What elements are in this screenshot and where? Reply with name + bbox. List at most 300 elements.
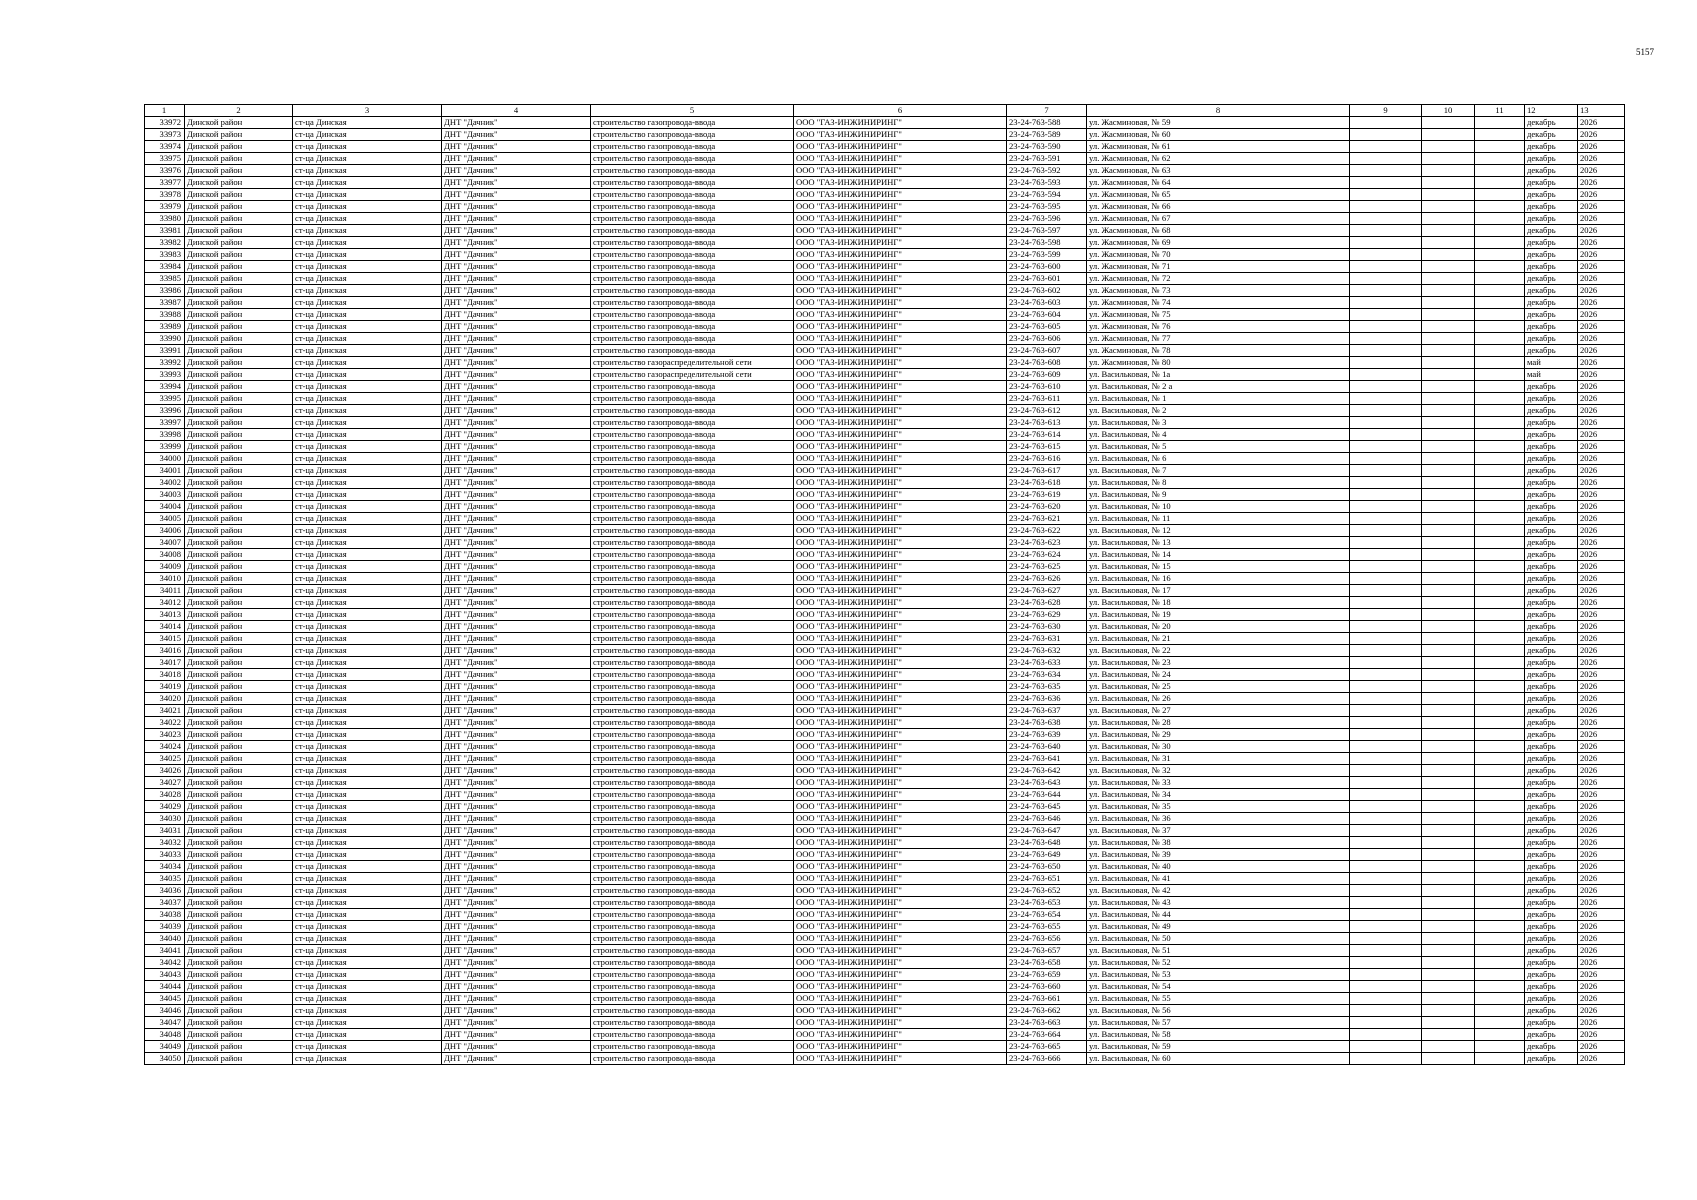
cell-year: 2026 xyxy=(1578,993,1625,1005)
cell-address: ул. Васильковая, № 50 xyxy=(1087,933,1350,945)
cell-number: 34020 xyxy=(145,693,185,705)
table-row xyxy=(145,237,1625,249)
cell-contractor: ООО "ГАЗ-ИНЖИНИРИНГ" xyxy=(794,657,1007,669)
cell-settlement: ст-ца Динская xyxy=(293,969,442,981)
cell-object-code: 23-24-763-617 xyxy=(1007,465,1087,477)
cell-year: 2026 xyxy=(1578,357,1625,369)
cell-district: Динской район xyxy=(185,633,293,645)
cell-settlement: ст-ца Динская xyxy=(293,309,442,321)
cell-object-code: 23-24-763-598 xyxy=(1007,237,1087,249)
cell-number: 34019 xyxy=(145,681,185,693)
cell-address: ул. Васильковая, № 32 xyxy=(1087,765,1350,777)
table-row xyxy=(145,765,1625,777)
cell-partnership: ДНТ "Дачник" xyxy=(442,357,591,369)
cell-col-10 xyxy=(1422,861,1475,873)
cell-month: декабрь xyxy=(1525,453,1578,465)
cell-object-code: 23-24-763-634 xyxy=(1007,669,1087,681)
cell-district: Динской район xyxy=(185,141,293,153)
cell-work-type: строительство газопровода-ввода xyxy=(591,213,794,225)
table-row xyxy=(145,897,1625,909)
cell-district: Динской район xyxy=(185,237,293,249)
cell-partnership: ДНТ "Дачник" xyxy=(442,249,591,261)
table-row xyxy=(145,513,1625,525)
cell-object-code: 23-24-763-616 xyxy=(1007,453,1087,465)
cell-contractor: ООО "ГАЗ-ИНЖИНИРИНГ" xyxy=(794,729,1007,741)
cell-object-code: 23-24-763-627 xyxy=(1007,585,1087,597)
cell-address: ул. Васильковая, № 49 xyxy=(1087,921,1350,933)
cell-district: Динской район xyxy=(185,921,293,933)
cell-settlement: ст-ца Динская xyxy=(293,717,442,729)
cell-work-type: строительство газопровода-ввода xyxy=(591,273,794,285)
table-row xyxy=(145,381,1625,393)
cell-work-type: строительство газопровода-ввода xyxy=(591,429,794,441)
cell-year: 2026 xyxy=(1578,873,1625,885)
cell-address: ул. Жасминовая, № 71 xyxy=(1087,261,1350,273)
cell-district: Динской район xyxy=(185,897,293,909)
cell-col-10 xyxy=(1422,693,1475,705)
cell-work-type: строительство газопровода-ввода xyxy=(591,753,794,765)
cell-month: декабрь xyxy=(1525,873,1578,885)
cell-object-code: 23-24-763-611 xyxy=(1007,393,1087,405)
cell-settlement: ст-ца Динская xyxy=(293,429,442,441)
cell-object-code: 23-24-763-624 xyxy=(1007,549,1087,561)
cell-object-code: 23-24-763-619 xyxy=(1007,489,1087,501)
cell-year: 2026 xyxy=(1578,729,1625,741)
cell-month: декабрь xyxy=(1525,309,1578,321)
cell-work-type: строительство газопровода-ввода xyxy=(591,921,794,933)
cell-address: ул. Васильковая, № 35 xyxy=(1087,801,1350,813)
cell-address: ул. Васильковая, № 29 xyxy=(1087,729,1350,741)
cell-month: декабрь xyxy=(1525,801,1578,813)
cell-contractor: ООО "ГАЗ-ИНЖИНИРИНГ" xyxy=(794,873,1007,885)
table-row xyxy=(145,429,1625,441)
cell-month: декабрь xyxy=(1525,849,1578,861)
cell-district: Динской район xyxy=(185,957,293,969)
cell-col-10 xyxy=(1422,357,1475,369)
cell-partnership: ДНТ "Дачник" xyxy=(442,621,591,633)
cell-settlement: ст-ца Динская xyxy=(293,453,442,465)
cell-col-10 xyxy=(1422,609,1475,621)
cell-object-code: 23-24-763-590 xyxy=(1007,141,1087,153)
cell-year: 2026 xyxy=(1578,405,1625,417)
cell-work-type: строительство газопровода-ввода xyxy=(591,513,794,525)
cell-col-11 xyxy=(1475,621,1525,633)
cell-object-code: 23-24-763-641 xyxy=(1007,753,1087,765)
cell-object-code: 23-24-763-591 xyxy=(1007,153,1087,165)
cell-year: 2026 xyxy=(1578,129,1625,141)
cell-month: декабрь xyxy=(1525,501,1578,513)
cell-district: Динской район xyxy=(185,669,293,681)
cell-district: Динской район xyxy=(185,249,293,261)
column-header-11: 11 xyxy=(1475,105,1525,117)
cell-partnership: ДНТ "Дачник" xyxy=(442,309,591,321)
cell-address: ул. Васильковая, № 34 xyxy=(1087,789,1350,801)
cell-col-11 xyxy=(1475,837,1525,849)
cell-number: 34039 xyxy=(145,921,185,933)
cell-partnership: ДНТ "Дачник" xyxy=(442,861,591,873)
cell-month: декабрь xyxy=(1525,633,1578,645)
cell-settlement: ст-ца Динская xyxy=(293,921,442,933)
cell-year: 2026 xyxy=(1578,1017,1625,1029)
cell-col-11 xyxy=(1475,1029,1525,1041)
cell-number: 34025 xyxy=(145,753,185,765)
cell-month: декабрь xyxy=(1525,237,1578,249)
cell-number: 34044 xyxy=(145,981,185,993)
cell-month: декабрь xyxy=(1525,261,1578,273)
cell-col-9 xyxy=(1350,1017,1422,1029)
cell-number: 34050 xyxy=(145,1053,185,1065)
cell-district: Динской район xyxy=(185,501,293,513)
cell-district: Динской район xyxy=(185,849,293,861)
cell-address: ул. Васильковая, № 9 xyxy=(1087,489,1350,501)
cell-col-11 xyxy=(1475,381,1525,393)
cell-partnership: ДНТ "Дачник" xyxy=(442,333,591,345)
cell-col-10 xyxy=(1422,1053,1475,1065)
cell-col-11 xyxy=(1475,189,1525,201)
cell-address: ул. Васильковая, № 60 xyxy=(1087,1053,1350,1065)
cell-col-11 xyxy=(1475,297,1525,309)
cell-contractor: ООО "ГАЗ-ИНЖИНИРИНГ" xyxy=(794,249,1007,261)
cell-work-type: строительство газопровода-ввода xyxy=(591,237,794,249)
cell-district: Динской район xyxy=(185,1017,293,1029)
table-row xyxy=(145,117,1625,129)
cell-col-9 xyxy=(1350,297,1422,309)
cell-settlement: ст-ца Динская xyxy=(293,765,442,777)
cell-work-type: строительство газопровода-ввода xyxy=(591,633,794,645)
cell-month: декабрь xyxy=(1525,1029,1578,1041)
cell-object-code: 23-24-763-664 xyxy=(1007,1029,1087,1041)
cell-object-code: 23-24-763-620 xyxy=(1007,501,1087,513)
cell-year: 2026 xyxy=(1578,825,1625,837)
table-row xyxy=(145,345,1625,357)
cell-object-code: 23-24-763-650 xyxy=(1007,861,1087,873)
cell-col-10 xyxy=(1422,249,1475,261)
cell-partnership: ДНТ "Дачник" xyxy=(442,993,591,1005)
cell-year: 2026 xyxy=(1578,225,1625,237)
cell-object-code: 23-24-763-609 xyxy=(1007,369,1087,381)
cell-col-10 xyxy=(1422,621,1475,633)
table-row xyxy=(145,1005,1625,1017)
cell-settlement: ст-ца Динская xyxy=(293,573,442,585)
cell-number: 34015 xyxy=(145,633,185,645)
cell-work-type: строительство газопровода-ввода xyxy=(591,621,794,633)
cell-settlement: ст-ца Динская xyxy=(293,177,442,189)
cell-col-11 xyxy=(1475,813,1525,825)
cell-col-10 xyxy=(1422,669,1475,681)
cell-partnership: ДНТ "Дачник" xyxy=(442,981,591,993)
cell-col-9 xyxy=(1350,309,1422,321)
cell-settlement: ст-ца Динская xyxy=(293,657,442,669)
cell-contractor: ООО "ГАЗ-ИНЖИНИРИНГ" xyxy=(794,189,1007,201)
cell-work-type: строительство газопровода-ввода xyxy=(591,189,794,201)
cell-partnership: ДНТ "Дачник" xyxy=(442,297,591,309)
cell-partnership: ДНТ "Дачник" xyxy=(442,477,591,489)
table-row xyxy=(145,813,1625,825)
cell-work-type: строительство газопровода-ввода xyxy=(591,657,794,669)
cell-district: Динской район xyxy=(185,741,293,753)
cell-col-9 xyxy=(1350,177,1422,189)
cell-col-11 xyxy=(1475,969,1525,981)
cell-contractor: ООО "ГАЗ-ИНЖИНИРИНГ" xyxy=(794,237,1007,249)
column-header-6: 6 xyxy=(794,105,1007,117)
cell-district: Динской район xyxy=(185,153,293,165)
cell-month: декабрь xyxy=(1525,573,1578,585)
cell-col-9 xyxy=(1350,801,1422,813)
table-row xyxy=(145,393,1625,405)
cell-address: ул. Васильковая, № 12 xyxy=(1087,525,1350,537)
cell-partnership: ДНТ "Дачник" xyxy=(442,717,591,729)
cell-col-11 xyxy=(1475,549,1525,561)
cell-col-9 xyxy=(1350,429,1422,441)
table-row xyxy=(145,693,1625,705)
cell-col-9 xyxy=(1350,381,1422,393)
cell-object-code: 23-24-763-596 xyxy=(1007,213,1087,225)
cell-district: Динской район xyxy=(185,177,293,189)
table-row xyxy=(145,1017,1625,1029)
cell-number: 34037 xyxy=(145,897,185,909)
cell-object-code: 23-24-763-659 xyxy=(1007,969,1087,981)
cell-partnership: ДНТ "Дачник" xyxy=(442,501,591,513)
cell-contractor: ООО "ГАЗ-ИНЖИНИРИНГ" xyxy=(794,753,1007,765)
cell-partnership: ДНТ "Дачник" xyxy=(442,741,591,753)
cell-col-11 xyxy=(1475,249,1525,261)
cell-district: Динской район xyxy=(185,561,293,573)
cell-col-9 xyxy=(1350,957,1422,969)
cell-partnership: ДНТ "Дачник" xyxy=(442,1017,591,1029)
cell-work-type: строительство газопровода-ввода xyxy=(591,417,794,429)
cell-district: Динской район xyxy=(185,837,293,849)
cell-district: Динской район xyxy=(185,969,293,981)
cell-contractor: ООО "ГАЗ-ИНЖИНИРИНГ" xyxy=(794,981,1007,993)
cell-col-11 xyxy=(1475,201,1525,213)
cell-address: ул. Васильковая, № 40 xyxy=(1087,861,1350,873)
cell-col-9 xyxy=(1350,333,1422,345)
cell-work-type: строительство газопровода-ввода xyxy=(591,333,794,345)
cell-month: декабрь xyxy=(1525,429,1578,441)
cell-col-11 xyxy=(1475,429,1525,441)
cell-address: ул. Жасминовая, № 65 xyxy=(1087,189,1350,201)
table-row xyxy=(145,609,1625,621)
cell-object-code: 23-24-763-630 xyxy=(1007,621,1087,633)
cell-number: 34034 xyxy=(145,861,185,873)
cell-settlement: ст-ца Динская xyxy=(293,333,442,345)
cell-object-code: 23-24-763-656 xyxy=(1007,933,1087,945)
cell-col-9 xyxy=(1350,597,1422,609)
cell-partnership: ДНТ "Дачник" xyxy=(442,225,591,237)
cell-number: 34003 xyxy=(145,489,185,501)
cell-district: Динской район xyxy=(185,321,293,333)
cell-col-11 xyxy=(1475,321,1525,333)
cell-settlement: ст-ца Динская xyxy=(293,729,442,741)
cell-partnership: ДНТ "Дачник" xyxy=(442,609,591,621)
cell-number: 33995 xyxy=(145,393,185,405)
cell-col-11 xyxy=(1475,345,1525,357)
cell-number: 33992 xyxy=(145,357,185,369)
cell-address: ул. Васильковая, № 16 xyxy=(1087,573,1350,585)
cell-work-type: строительство газопровода-ввода xyxy=(591,465,794,477)
cell-col-10 xyxy=(1422,201,1475,213)
cell-month: декабрь xyxy=(1525,837,1578,849)
cell-col-9 xyxy=(1350,717,1422,729)
cell-year: 2026 xyxy=(1578,441,1625,453)
cell-number: 34033 xyxy=(145,849,185,861)
cell-year: 2026 xyxy=(1578,837,1625,849)
cell-district: Динской район xyxy=(185,573,293,585)
cell-work-type: строительство газопровода-ввода xyxy=(591,993,794,1005)
cell-address: ул. Васильковая, № 43 xyxy=(1087,897,1350,909)
cell-settlement: ст-ца Динская xyxy=(293,393,442,405)
cell-work-type: строительство газопровода-ввода xyxy=(591,813,794,825)
cell-col-11 xyxy=(1475,993,1525,1005)
column-header-5: 5 xyxy=(591,105,794,117)
cell-col-11 xyxy=(1475,525,1525,537)
cell-col-10 xyxy=(1422,153,1475,165)
cell-settlement: ст-ца Динская xyxy=(293,501,442,513)
cell-work-type: строительство газопровода-ввода xyxy=(591,861,794,873)
table-row xyxy=(145,921,1625,933)
cell-contractor: ООО "ГАЗ-ИНЖИНИРИНГ" xyxy=(794,333,1007,345)
column-header-7: 7 xyxy=(1007,105,1087,117)
cell-col-10 xyxy=(1422,129,1475,141)
cell-contractor: ООО "ГАЗ-ИНЖИНИРИНГ" xyxy=(794,957,1007,969)
cell-partnership: ДНТ "Дачник" xyxy=(442,681,591,693)
cell-contractor: ООО "ГАЗ-ИНЖИНИРИНГ" xyxy=(794,789,1007,801)
cell-year: 2026 xyxy=(1578,561,1625,573)
cell-contractor: ООО "ГАЗ-ИНЖИНИРИНГ" xyxy=(794,861,1007,873)
cell-settlement: ст-ца Динская xyxy=(293,885,442,897)
cell-address: ул. Жасминовая, № 66 xyxy=(1087,201,1350,213)
cell-month: декабрь xyxy=(1525,141,1578,153)
cell-district: Динской район xyxy=(185,885,293,897)
cell-col-11 xyxy=(1475,441,1525,453)
cell-col-10 xyxy=(1422,405,1475,417)
table-row xyxy=(145,417,1625,429)
cell-col-11 xyxy=(1475,693,1525,705)
cell-col-9 xyxy=(1350,921,1422,933)
cell-col-9 xyxy=(1350,129,1422,141)
cell-col-11 xyxy=(1475,633,1525,645)
cell-col-9 xyxy=(1350,969,1422,981)
cell-col-11 xyxy=(1475,729,1525,741)
cell-col-10 xyxy=(1422,501,1475,513)
cell-col-11 xyxy=(1475,357,1525,369)
cell-col-10 xyxy=(1422,369,1475,381)
cell-col-10 xyxy=(1422,729,1475,741)
cell-col-9 xyxy=(1350,897,1422,909)
cell-number: 34036 xyxy=(145,885,185,897)
cell-work-type: строительство газопровода-ввода xyxy=(591,849,794,861)
cell-number: 33989 xyxy=(145,321,185,333)
cell-col-11 xyxy=(1475,393,1525,405)
cell-year: 2026 xyxy=(1578,177,1625,189)
cell-work-type: строительство газопровода-ввода xyxy=(591,957,794,969)
cell-work-type: строительство газопровода-ввода xyxy=(591,1017,794,1029)
cell-month: декабрь xyxy=(1525,765,1578,777)
cell-number: 33993 xyxy=(145,369,185,381)
cell-contractor: ООО "ГАЗ-ИНЖИНИРИНГ" xyxy=(794,321,1007,333)
cell-object-code: 23-24-763-642 xyxy=(1007,765,1087,777)
cell-settlement: ст-ца Динская xyxy=(293,321,442,333)
cell-address: ул. Васильковая, № 21 xyxy=(1087,633,1350,645)
cell-object-code: 23-24-763-648 xyxy=(1007,837,1087,849)
cell-year: 2026 xyxy=(1578,549,1625,561)
cell-address: ул. Васильковая, № 23 xyxy=(1087,657,1350,669)
cell-settlement: ст-ца Динская xyxy=(293,345,442,357)
cell-settlement: ст-ца Динская xyxy=(293,249,442,261)
cell-col-10 xyxy=(1422,525,1475,537)
cell-object-code: 23-24-763-655 xyxy=(1007,921,1087,933)
cell-district: Динской район xyxy=(185,777,293,789)
cell-contractor: ООО "ГАЗ-ИНЖИНИРИНГ" xyxy=(794,345,1007,357)
cell-work-type: строительство газопровода-ввода xyxy=(591,933,794,945)
cell-district: Динской район xyxy=(185,333,293,345)
cell-district: Динской район xyxy=(185,909,293,921)
cell-partnership: ДНТ "Дачник" xyxy=(442,945,591,957)
cell-year: 2026 xyxy=(1578,945,1625,957)
cell-object-code: 23-24-763-589 xyxy=(1007,129,1087,141)
cell-number: 33991 xyxy=(145,345,185,357)
cell-district: Динской район xyxy=(185,585,293,597)
cell-year: 2026 xyxy=(1578,753,1625,765)
cell-year: 2026 xyxy=(1578,1041,1625,1053)
cell-contractor: ООО "ГАЗ-ИНЖИНИРИНГ" xyxy=(794,921,1007,933)
cell-col-10 xyxy=(1422,1041,1475,1053)
cell-address: ул. Васильковая, № 6 xyxy=(1087,453,1350,465)
cell-contractor: ООО "ГАЗ-ИНЖИНИРИНГ" xyxy=(794,693,1007,705)
cell-month: декабрь xyxy=(1525,717,1578,729)
cell-settlement: ст-ца Динская xyxy=(293,1053,442,1065)
table-row xyxy=(145,957,1625,969)
cell-month: декабрь xyxy=(1525,393,1578,405)
cell-contractor: ООО "ГАЗ-ИНЖИНИРИНГ" xyxy=(794,225,1007,237)
cell-col-9 xyxy=(1350,633,1422,645)
cell-col-10 xyxy=(1422,933,1475,945)
cell-contractor: ООО "ГАЗ-ИНЖИНИРИНГ" xyxy=(794,849,1007,861)
cell-col-9 xyxy=(1350,573,1422,585)
cell-col-11 xyxy=(1475,273,1525,285)
cell-address: ул. Васильковая, № 53 xyxy=(1087,969,1350,981)
table-row xyxy=(145,633,1625,645)
cell-district: Динской район xyxy=(185,945,293,957)
table-row xyxy=(145,561,1625,573)
cell-work-type: строительство газопровода-ввода xyxy=(591,249,794,261)
cell-year: 2026 xyxy=(1578,1029,1625,1041)
cell-contractor: ООО "ГАЗ-ИНЖИНИРИНГ" xyxy=(794,897,1007,909)
table-row xyxy=(145,597,1625,609)
cell-object-code: 23-24-763-653 xyxy=(1007,897,1087,909)
cell-contractor: ООО "ГАЗ-ИНЖИНИРИНГ" xyxy=(794,393,1007,405)
cell-col-11 xyxy=(1475,1041,1525,1053)
cell-work-type: строительство газопровода-ввода xyxy=(591,537,794,549)
cell-settlement: ст-ца Динская xyxy=(293,609,442,621)
cell-partnership: ДНТ "Дачник" xyxy=(442,969,591,981)
cell-col-10 xyxy=(1422,213,1475,225)
cell-settlement: ст-ца Динская xyxy=(293,213,442,225)
cell-month: декабрь xyxy=(1525,513,1578,525)
cell-col-11 xyxy=(1475,669,1525,681)
cell-work-type: строительство газопровода-ввода xyxy=(591,321,794,333)
cell-col-10 xyxy=(1422,1005,1475,1017)
cell-number: 34001 xyxy=(145,465,185,477)
cell-year: 2026 xyxy=(1578,573,1625,585)
table-row xyxy=(145,153,1625,165)
cell-year: 2026 xyxy=(1578,633,1625,645)
cell-partnership: ДНТ "Дачник" xyxy=(442,405,591,417)
cell-month: декабрь xyxy=(1525,597,1578,609)
cell-col-9 xyxy=(1350,477,1422,489)
cell-work-type: строительство газопровода-ввода xyxy=(591,561,794,573)
cell-partnership: ДНТ "Дачник" xyxy=(442,849,591,861)
